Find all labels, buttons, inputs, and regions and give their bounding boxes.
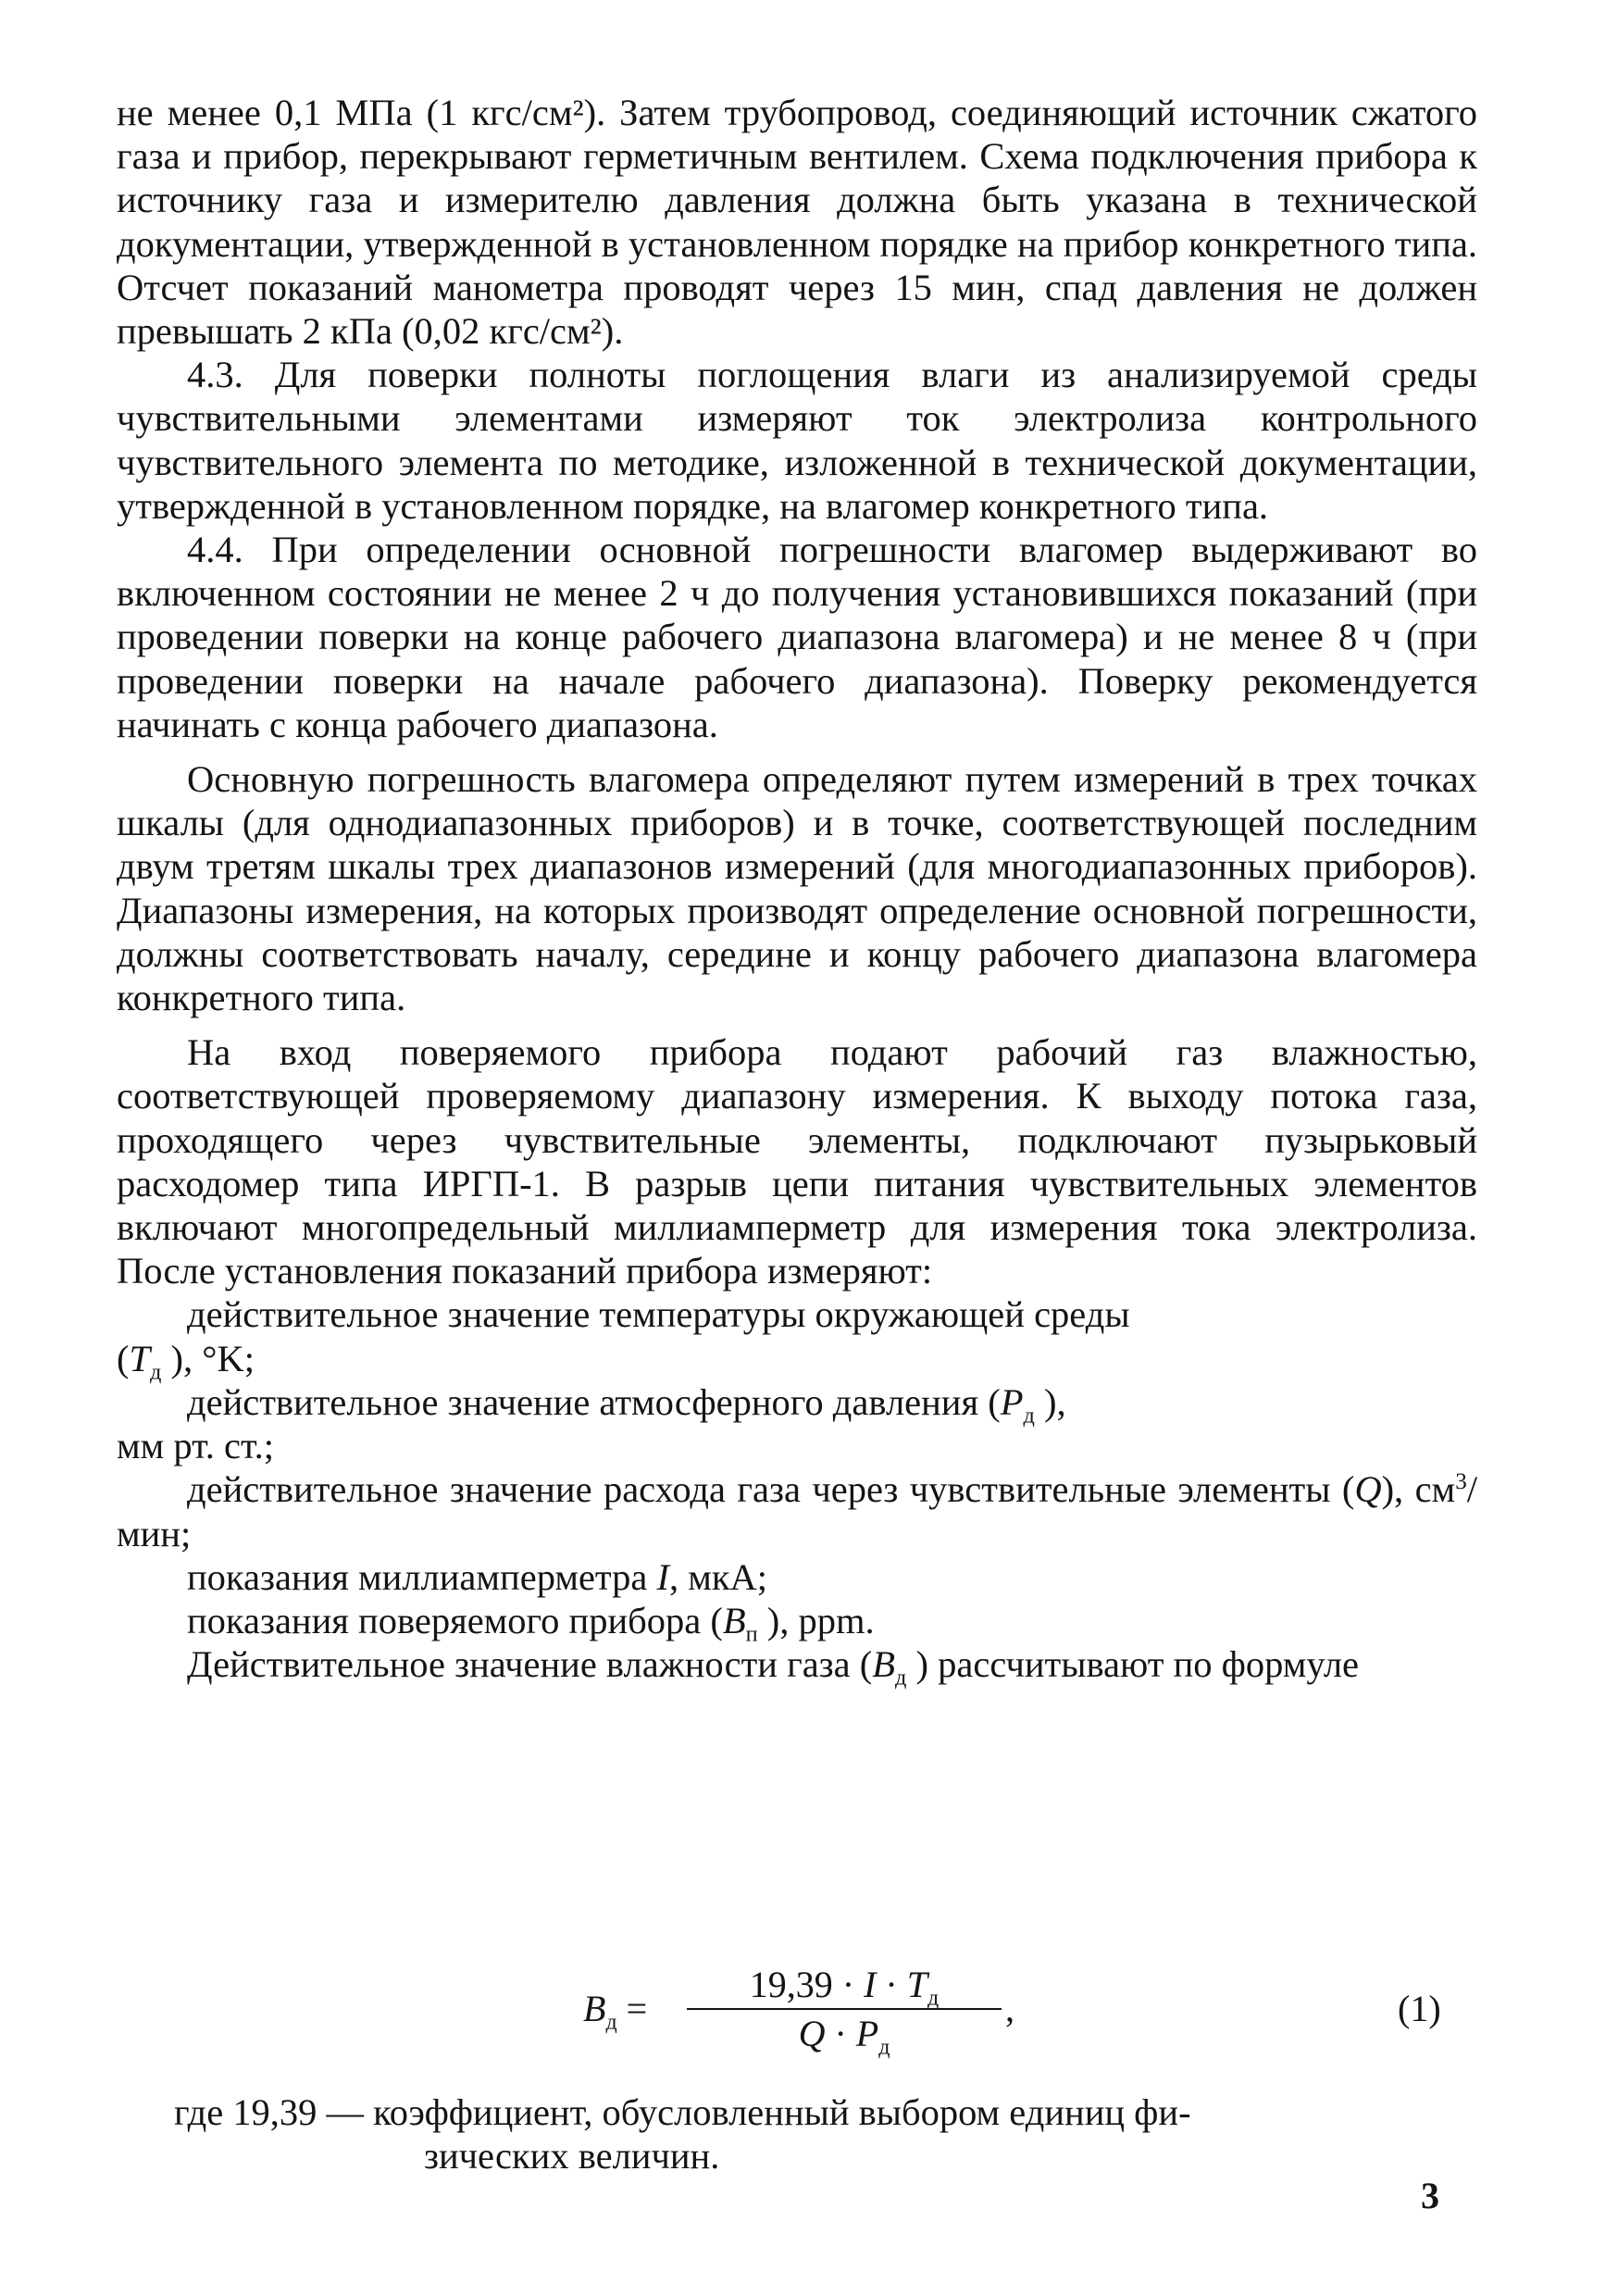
page-number: 3 bbox=[1421, 2175, 1439, 2216]
formula-1 bbox=[583, 1963, 1444, 2060]
reading-symbol: B bbox=[722, 1599, 746, 1641]
paragraph-gas-input: На вход поверяемого прибора подают рабочий газ влажностью, соответствующей проверяемому диапазону измерения. К выходу потока газа, проходящего через чувствительные элементы, подключают пузырьковый расходомер типа ИРГП-1. В разрыв цепи питания чувствительных элементов включают многопредельный миллиамперметр для измерения тока электролиза. После установления показаний прибора измеряют: bbox=[117, 1031, 1477, 1292]
formula-comma: , bbox=[1005, 1988, 1014, 2029]
flow-symbol: Q bbox=[1354, 1468, 1382, 1511]
humidity-intro: Действительное значение влажности газа ($B_д$ ) рассчитывают по формуле bbox=[187, 1643, 1360, 1691]
pressure-symbol: P bbox=[1000, 1380, 1024, 1423]
paragraph-continuation: не менее 0,1 МПа (1 кгс/см²). Затем трубопровод, соединяющий источник сжатого газа и прибор, перекрывают герметичным вентилем. Схема подключения прибора к источнику газа и измерителю давления должна быть указана в технической документации, утвержденной в установленном порядке на прибор конкретного типа. Отсчет показаний манометра проводят через 15 мин, спад давления не должен превышать 2 кПа (0,02 кгс/см²). bbox=[117, 92, 1477, 353]
explanation-line: где 19,39 — коэффициент, обусловленный выбором единиц фи- bbox=[174, 2091, 1191, 2133]
measure-item-temperature: действительное значение температуры окружающей среды ($T_д$ ), °K; bbox=[117, 1293, 1130, 1385]
formula-number: (1) bbox=[1398, 1988, 1441, 2029]
paragraph-main-error: Основную погрешность влагомера определяют путем измерений в трех точках шкалы (для однодиапазонных приборов) и в точке, соответствующей последним двум третям шкалы трех диапазонов измерений (для многодиапазонных приборов). Диапазоны измерения, на которых производят определение основной погрешности, должны соответствовать началу, середине и концу рабочего диапазона влагомера конкретного типа. bbox=[117, 758, 1477, 1019]
humidity-symbol: B bbox=[872, 1643, 896, 1686]
measure-item-reading: показания поверяемого прибора ($B_п$ ), ppm. bbox=[187, 1599, 875, 1647]
formula-lhs: $B_д$ = bbox=[583, 1988, 648, 2035]
formula-explanation bbox=[174, 2090, 1479, 2177]
current-symbol: I bbox=[656, 1555, 669, 1598]
explanation-continuation: зических величин. bbox=[424, 2135, 720, 2177]
measure-item-pressure: действительное значение атмосферного давления ($P_д$ ), мм рт. ст.; bbox=[117, 1380, 1066, 1467]
measure-item-current: показания миллиамперметра I, мкА; bbox=[187, 1555, 768, 1598]
measure-item-flow: действительное значение расхода газа через чувствительные элементы (Q), $см^3$/мин; bbox=[117, 1468, 1478, 1554]
temperature-symbol: T bbox=[129, 1337, 151, 1379]
paragraph-4-4: 4.4. При определении основной погрешности влагомер выдерживают во включенном состоянии не менее 2 ч до получения установившихся показаний (при проведении поверки на конце рабочего диапазона влагомера) и не менее 8 ч (при проведении поверки на начале рабочего диапазона). Поверку рекомендуется начинать с конца рабочего диапазона. bbox=[117, 529, 1477, 745]
body-text bbox=[117, 91, 1478, 1691]
formula-numerator: $19,39 \cdot I \cdot T_д$ bbox=[687, 1963, 1002, 2010]
formula-fraction bbox=[687, 1963, 1002, 2060]
paragraph-4-3: 4.3. Для поверки полноты поглощения влаги из анализируемой среды чувствительными элементами измеряют ток электролиза контрольного чувствительного элемента по методике, изложенной в технической документации, утвержденной в установленном порядке, на влагомер конкретного типа. bbox=[117, 354, 1477, 527]
formula-denominator: $Q \cdot P_д$ bbox=[798, 2013, 890, 2060]
